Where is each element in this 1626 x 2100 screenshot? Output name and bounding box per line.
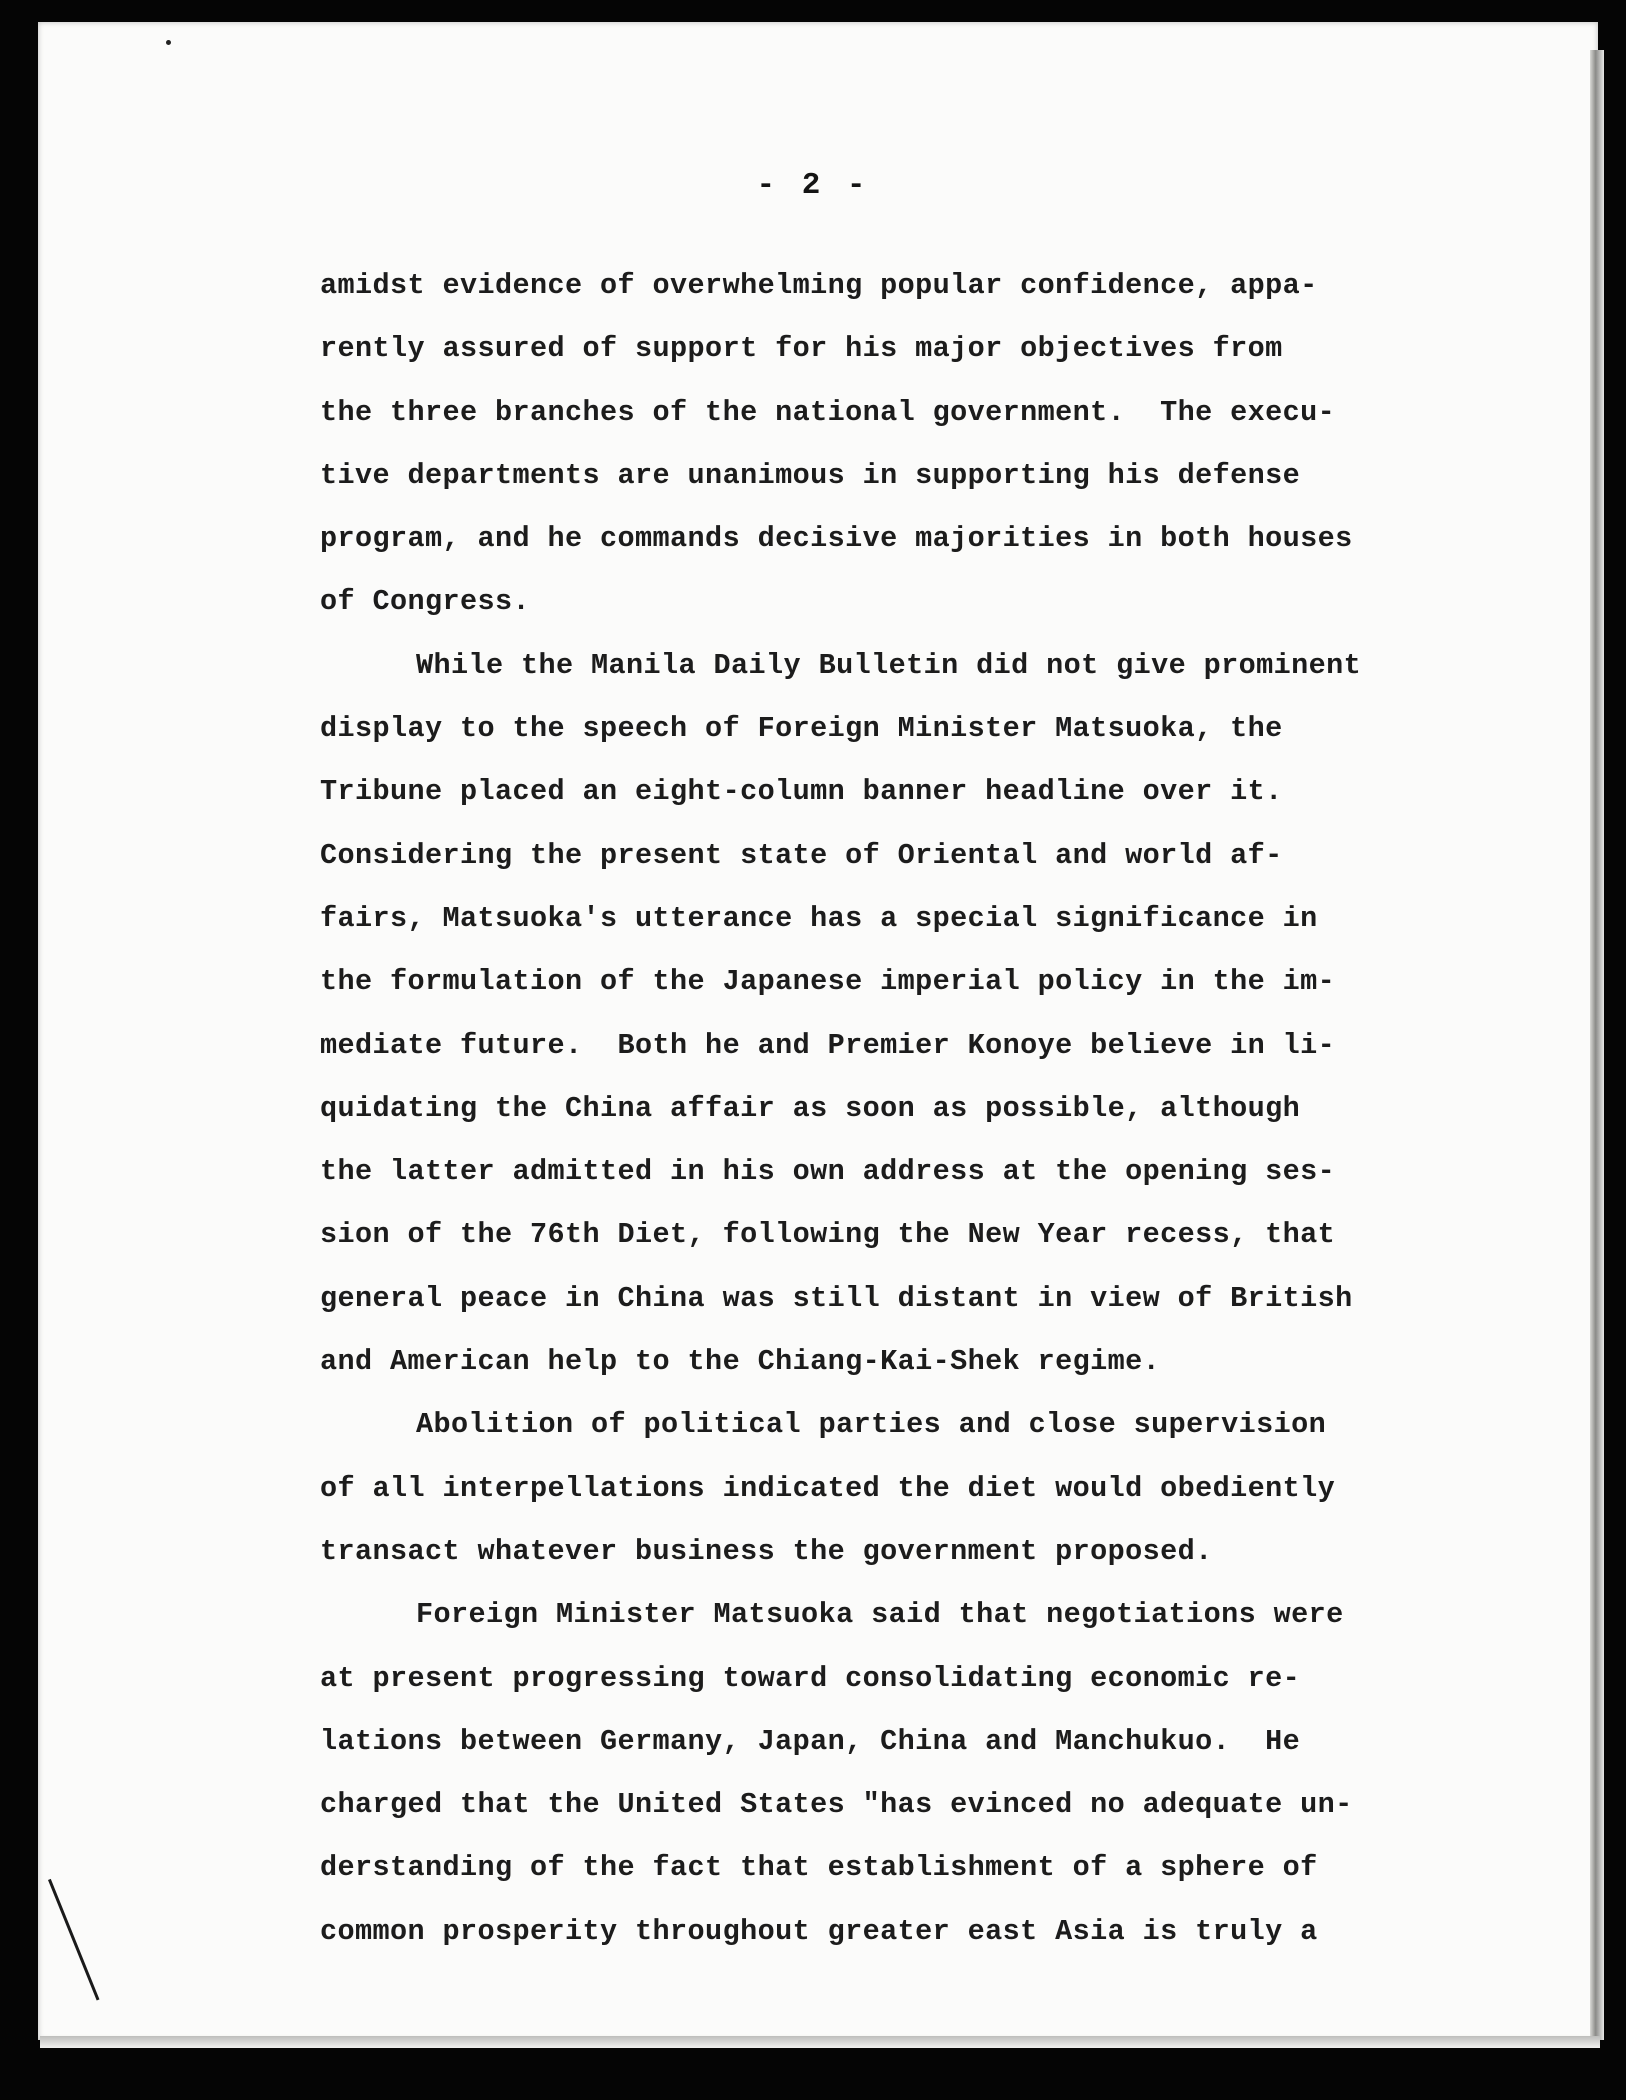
page-number: - 2 - [756, 168, 870, 203]
text-line: fairs, Matsuoka's utterance has a special significance in [320, 901, 1318, 935]
text-line: derstanding of the fact that establishment of a sphere of [320, 1851, 1318, 1885]
text-line: Tribune placed an eight-column banner headline over it. [320, 775, 1283, 809]
text-line: mediate future. Both he and Premier Konoye believe in li- [320, 1028, 1336, 1062]
text-line: general peace in China was still distant in view of British [320, 1281, 1353, 1315]
text-line: sion of the 76th Diet, following the New Year recess, that [320, 1218, 1336, 1252]
text-line: lations between Germany, Japan, China and Manchukuo. He [320, 1724, 1301, 1758]
text-line: at present progressing toward consolidating economic re- [320, 1661, 1301, 1695]
text-line: tive departments are unanimous in supporting his defense [320, 458, 1301, 492]
stray-mark-dot [166, 40, 171, 45]
paragraph-3 [320, 1393, 1480, 1583]
text-line: charged that the United States "has evinced no adequate un- [320, 1788, 1353, 1822]
text-line: Foreign Minister Matsuoka said that negotiations were [416, 1598, 1344, 1632]
text-line: amidst evidence of overwhelming popular confidence, appa- [320, 269, 1318, 302]
text-line: quidating the China affair as soon as possible, although [320, 1091, 1301, 1125]
text-line: transact whatever business the government proposed. [320, 1534, 1213, 1568]
paragraph-4 [320, 1583, 1480, 1963]
page-edge-bottom [40, 2036, 1600, 2048]
text-line: the three branches of the national government. The execu- [320, 395, 1336, 429]
text-line: display to the speech of Foreign Minister Matsuoka, the [320, 712, 1283, 746]
paragraph-1 [320, 254, 1480, 634]
text-line: rently assured of support for his major objectives from [320, 332, 1283, 366]
page-edge-right [1590, 50, 1604, 2040]
text-line: of Congress. [320, 585, 531, 619]
text-line: Abolition of political parties and close supervision [416, 1408, 1327, 1442]
paragraph-2 [320, 634, 1480, 1394]
text-line: of all interpellations indicated the diet would obediently [320, 1471, 1336, 1505]
text-line: common prosperity throughout greater east Asia is truly a [320, 1914, 1318, 1948]
text-line: Considering the present state of Oriental and world af- [320, 838, 1283, 872]
text-line: and American help to the Chiang-Kai-Shek regime. [320, 1345, 1161, 1379]
text-line: program, and he commands decisive majorities in both houses [320, 522, 1353, 556]
text-line: While the Manila Daily Bulletin did not give prominent [416, 648, 1362, 682]
text-line: the formulation of the Japanese imperial policy in the im- [320, 965, 1336, 999]
body-text [320, 254, 1480, 1963]
text-line: the latter admitted in his own address at the opening ses- [320, 1155, 1336, 1189]
